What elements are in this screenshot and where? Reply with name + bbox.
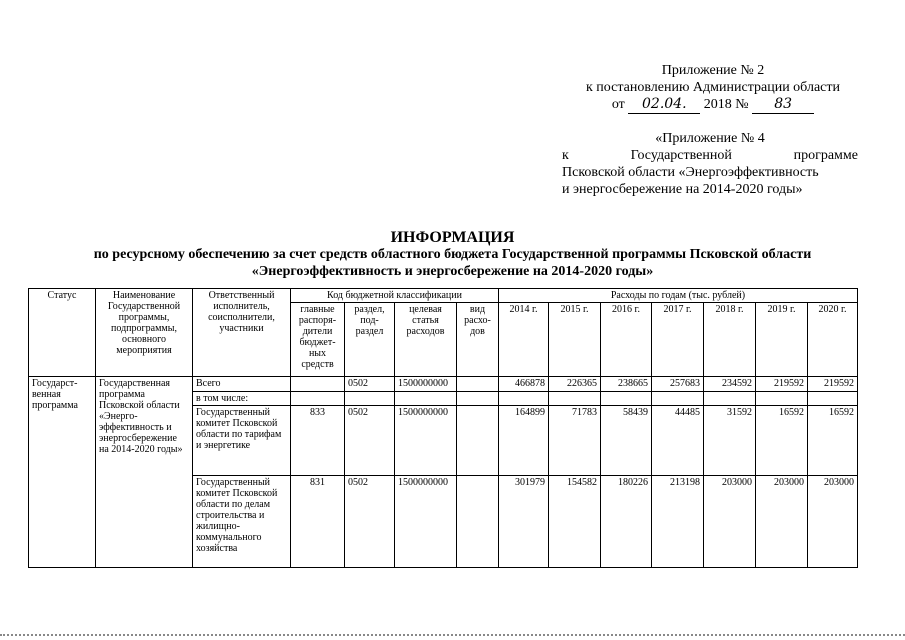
executor-cell: в том числе: <box>193 392 291 406</box>
appendix2-program-name2: и энергосбережение на 2014-2020 годы» <box>562 182 803 197</box>
header-expenses: Расходы по годам (тыс. рублей) <box>499 289 858 303</box>
table-row <box>29 377 858 392</box>
csr-cell: 1500000000 <box>395 406 457 476</box>
value-cell: 180226 <box>601 476 652 568</box>
header-executor: Ответственный исполнитель, соисполнители, участники <box>193 289 291 377</box>
value-cell: 466878 <box>499 377 549 392</box>
title-line1: по ресурсному обеспечению за счет средств областного бюджета Государственной программы Псковской области <box>93 247 812 262</box>
value-cell: 238665 <box>601 377 652 392</box>
resource-table <box>28 288 858 568</box>
appendix-number: Приложение № 2 <box>661 63 765 78</box>
value-cell: 203000 <box>808 476 858 568</box>
header-vr: вид расхо-дов <box>457 303 499 377</box>
value-cell: 16592 <box>808 406 858 476</box>
program-name-cell: Государственная программа Псковской области «Энерго-эффективность и энергосбережение на 2014-2020 годы» <box>96 377 193 568</box>
header-year: 2019 г. <box>756 303 808 377</box>
value-cell: 44485 <box>652 406 704 476</box>
value-cell: 213198 <box>652 476 704 568</box>
header-csr: целевая статья расходов <box>395 303 457 377</box>
appendix-date-line <box>583 96 843 114</box>
appendix2-program-ref: к Государственной программе <box>562 148 858 163</box>
header-year: 2016 г. <box>601 303 652 377</box>
appendix-decree-ref: к постановлению Администрации области <box>586 80 840 95</box>
title-heading: ИНФОРМАЦИЯ <box>390 229 515 246</box>
executor-cell: Государственный комитет Псковской области по делам строительства и жилищно-коммунального хозяйства <box>193 476 291 568</box>
value-cell: 301979 <box>499 476 549 568</box>
handwritten-number: 83 <box>752 96 814 114</box>
header-grbs: главные распоря-дители бюджет-ных средств <box>291 303 345 377</box>
value-cell: 234592 <box>704 377 756 392</box>
header-status: Статус <box>29 289 96 377</box>
value-cell: 219592 <box>808 377 858 392</box>
document-title <box>0 229 905 280</box>
value-cell: 154582 <box>549 476 601 568</box>
value-cell: 16592 <box>756 406 808 476</box>
value-cell: 219592 <box>756 377 808 392</box>
value-cell <box>499 392 549 406</box>
appendix2-program-name1: Псковской области «Энергоэффективность <box>562 165 819 180</box>
page-bottom-edge <box>0 634 905 636</box>
handwritten-date: 02.04. <box>628 96 700 114</box>
header-budget-code: Код бюджетной классификации <box>291 289 499 303</box>
razdel-cell: 0502 <box>345 406 395 476</box>
header-name: Наименование Государственной программы, подпрограммы, основного мероприятия <box>96 289 193 377</box>
vr-cell <box>457 406 499 476</box>
header-year: 2018 г. <box>704 303 756 377</box>
value-cell: 71783 <box>549 406 601 476</box>
from-label: от <box>611 97 625 112</box>
header-year: 2020 г. <box>808 303 858 377</box>
executor-cell: Государственный комитет Псковской области по тарифам и энергетике <box>193 406 291 476</box>
value-cell: 257683 <box>652 377 704 392</box>
header-year: 2017 г. <box>652 303 704 377</box>
appendix2-number: «Приложение № 4 <box>655 131 765 146</box>
csr-cell: 1500000000 <box>395 377 457 392</box>
year-text: 2018 № <box>703 97 749 112</box>
value-cell: 203000 <box>756 476 808 568</box>
vr-cell <box>457 476 499 568</box>
vr-cell <box>457 392 499 406</box>
value-cell <box>704 392 756 406</box>
header-razdel: раздел, под-раздел <box>345 303 395 377</box>
appendix-header <box>583 62 843 114</box>
title-line2: «Энергоэффективность и энергосбережение на 2014-2020 годы» <box>251 264 654 279</box>
value-cell <box>756 392 808 406</box>
value-cell: 164899 <box>499 406 549 476</box>
csr-cell <box>395 392 457 406</box>
value-cell <box>601 392 652 406</box>
value-cell <box>808 392 858 406</box>
value-cell: 226365 <box>549 377 601 392</box>
razdel-cell: 0502 <box>345 476 395 568</box>
header-year: 2015 г. <box>549 303 601 377</box>
grbs-cell <box>291 392 345 406</box>
vr-cell <box>457 377 499 392</box>
value-cell: 31592 <box>704 406 756 476</box>
value-cell: 203000 <box>704 476 756 568</box>
appendix2-header <box>562 130 858 198</box>
executor-cell: Всего <box>193 377 291 392</box>
grbs-cell: 833 <box>291 406 345 476</box>
table-header-row-1 <box>29 289 858 303</box>
grbs-cell <box>291 377 345 392</box>
value-cell <box>549 392 601 406</box>
status-cell: Государст-венная программа <box>29 377 96 568</box>
csr-cell: 1500000000 <box>395 476 457 568</box>
value-cell <box>652 392 704 406</box>
razdel-cell <box>345 392 395 406</box>
grbs-cell: 831 <box>291 476 345 568</box>
value-cell: 58439 <box>601 406 652 476</box>
razdel-cell: 0502 <box>345 377 395 392</box>
header-year: 2014 г. <box>499 303 549 377</box>
